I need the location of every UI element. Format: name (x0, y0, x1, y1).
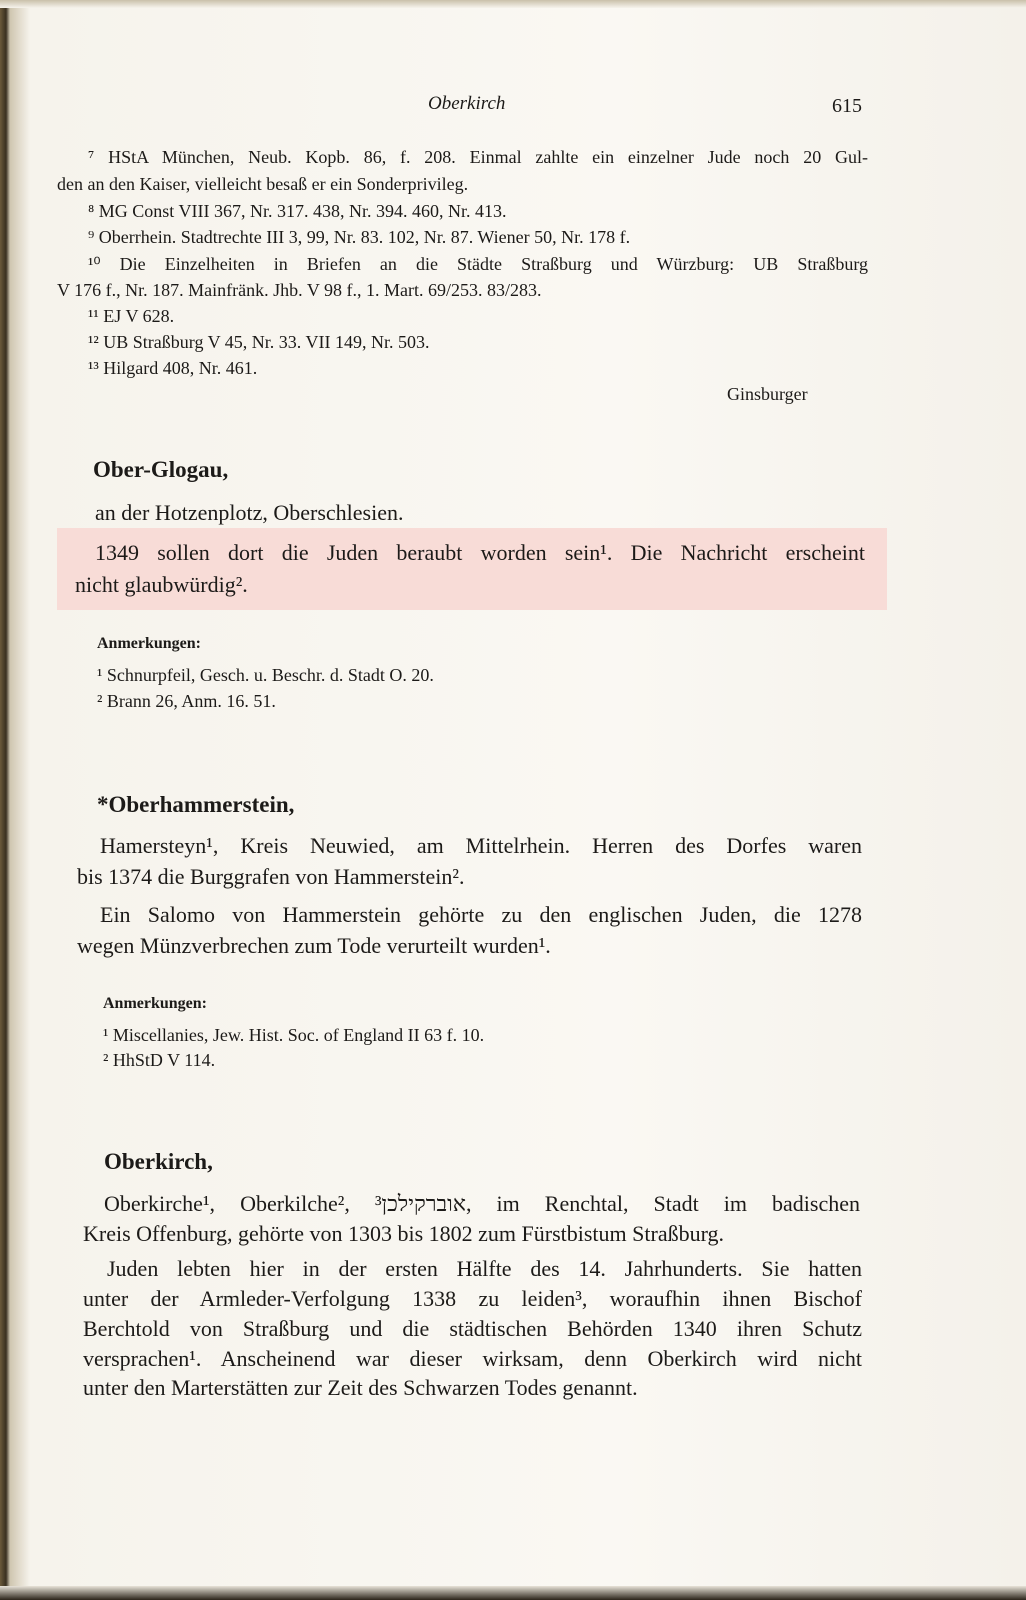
entry-line: wegen Münzverbrechen zum Tode verurteilt wurden¹. (77, 933, 551, 958)
note: ¹ Schnurpfeil, Gesch. u. Beschr. d. Stadt O. 20. (97, 665, 434, 685)
footnote-line: ¹² UB Straßburg V 45, Nr. 33. VII 149, Nr. 503. (88, 332, 430, 352)
entry-line: Kreis Offenburg, gehörte von 1303 bis 1802 zum Fürstbistum Straßburg. (83, 1221, 725, 1246)
footnote-line: ⁸ MG Const VIII 367, Nr. 317. 438, Nr. 394. 460, Nr. 413. (88, 201, 507, 221)
page-number: 615 (832, 95, 862, 117)
notes-label: Anmerkungen: (97, 635, 202, 652)
footnote-line: ⁷ HStA München, Neub. Kopb. 86, f. 208. Einmal zahlte ein einzelner Jude noch 20 Gul- (88, 147, 868, 167)
entry-line: Berchtold von Straßburg und die städtischen Behörden 1340 ihren Schutz (83, 1316, 862, 1341)
entry-title: Oberkirch, (104, 1149, 213, 1174)
note: ² Brann 26, Anm. 16. 51. (97, 691, 276, 711)
footnote-line: den an den Kaiser, vielleicht besaß er ein Sonderprivileg. (57, 174, 469, 194)
entry-line: nicht glaubwürdig². (75, 572, 248, 597)
entry-line: Ein Salomo von Hammerstein gehörte zu den englischen Juden, die 1278 (100, 902, 862, 927)
entry-line: Juden lebten hier in der ersten Hälfte des 14. Jahrhunderts. Sie hatten (107, 1256, 862, 1281)
footnote-line: ⁹ Oberrhein. Stadtrechte III 3, 99, Nr. 83. 102, Nr. 87. Wiener 50, Nr. 178 f. (88, 227, 631, 247)
running-title: Oberkirch (428, 93, 506, 114)
entry-line: versprachen¹. Anscheinend war dieser wirksam, denn Oberkirch wird nicht (83, 1346, 862, 1371)
author-signature: Ginsburger (727, 384, 808, 404)
footnote-line: ¹³ Hilgard 408, Nr. 461. (88, 358, 258, 378)
entry-line: unter der Armleder-Verfolgung 1338 zu leiden³, woraufhin ihnen Bischof (83, 1286, 862, 1311)
entry-title: *Oberhammerstein, (97, 792, 295, 817)
footnote-line: ¹⁰ Die Einzelheiten in Briefen an die Städte Straßburg und Würzburg: UB Straßburg (88, 254, 868, 274)
note: ¹ Miscellanies, Jew. Hist. Soc. of England II 63 f. 10. (103, 1025, 485, 1045)
entry-line: Hamersteyn¹, Kreis Neuwied, am Mittelrhein. Herren des Dorfes waren (100, 833, 862, 858)
entry-line: 1349 sollen dort die Juden beraubt worden sein¹. Die Nachricht erscheint (95, 540, 865, 565)
entry-line: Oberkirche¹, Oberkilche², אוברקילכן³, im Renchtal, Stadt im badischen (104, 1191, 860, 1216)
entry-line: an der Hotzenplotz, Oberschlesien. (95, 500, 404, 525)
page-bottom-edge (0, 1586, 1026, 1600)
page-top-edge (0, 0, 1026, 8)
notes-label: Anmerkungen: (103, 995, 208, 1012)
entry-line: unter den Marterstätten zur Zeit des Schwarzen Todes genannt. (83, 1375, 638, 1400)
entry-title: Ober-Glogau, (93, 457, 229, 482)
note: ² HhStD V 114. (103, 1050, 216, 1070)
entry-line: bis 1374 die Burggrafen von Hammerstein². (77, 864, 465, 889)
footnote-line: ¹¹ EJ V 628. (88, 306, 175, 326)
footnote-line: V 176 f., Nr. 187. Mainfränk. Jhb. V 98 f., 1. Mart. 69/253. 83/283. (57, 280, 542, 300)
